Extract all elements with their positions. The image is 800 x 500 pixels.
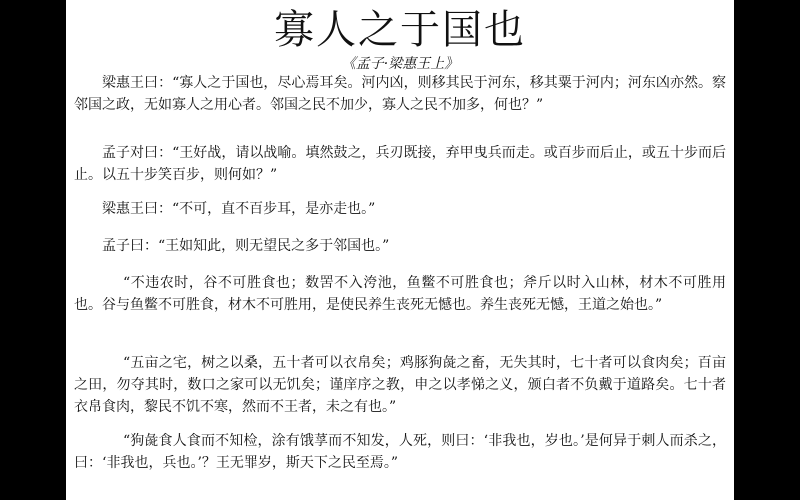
paragraph-5: “不违农时，谷不可胜食也；数罟不入洿池，鱼鳖不可胜食也；斧斤以时入山林，材木不可胜用也。谷与鱼鳖不可胜食，材木不可胜用，是使民养生丧死无憾也。养生丧死无憾，王道之始也。” (74, 275, 726, 313)
paragraph-6: “五亩之宅，树之以桑，五十者可以衣帛矣；鸡豚狗彘之畜，无失其时，七十者可以食肉矣；百亩之田，勿夺其时，数口之家可以无饥矣；谨庠序之教，申之以孝悌之义，颁白者不负戴于道路矣。七十者衣帛食肉，黎民不饥不寒，然而不王者，未之有也。” (74, 355, 726, 415)
paragraph-1: 梁惠王曰：“寡人之于国也，尽心焉耳矣。河内凶，则移其民于河东，移其粟于河内；河东凶亦然。察邻国之政，无如寡人之用心者。邻国之民不加少，寡人之民不加多，何也？” (74, 75, 726, 113)
page-subtitle: 《孟子·梁惠王上》 (341, 56, 459, 72)
paragraph-7: “狗彘食人食而不知检，涂有饿莩而不知发，人死，则曰：‘非我也，岁也。’是何异于刺人而杀之，曰：‘非我也，兵也。’？王无罪岁，斯天下之民至焉。” (74, 433, 726, 471)
page-title: 寡人之于国也 (274, 7, 526, 53)
document-page (66, 0, 734, 500)
paragraph-3: 梁惠王曰：“不可，直不百步耳，是亦走也。” (102, 201, 376, 217)
paragraph-4: 孟子曰：“王如知此，则无望民之多于邻国也。” (102, 238, 390, 254)
paragraph-2: 孟子对曰：“王好战，请以战喻。填然鼓之，兵刃既接，弃甲曳兵而走。或百步而后止，或五十步而后止。以五十步笑百步，则何如？” (74, 145, 726, 183)
